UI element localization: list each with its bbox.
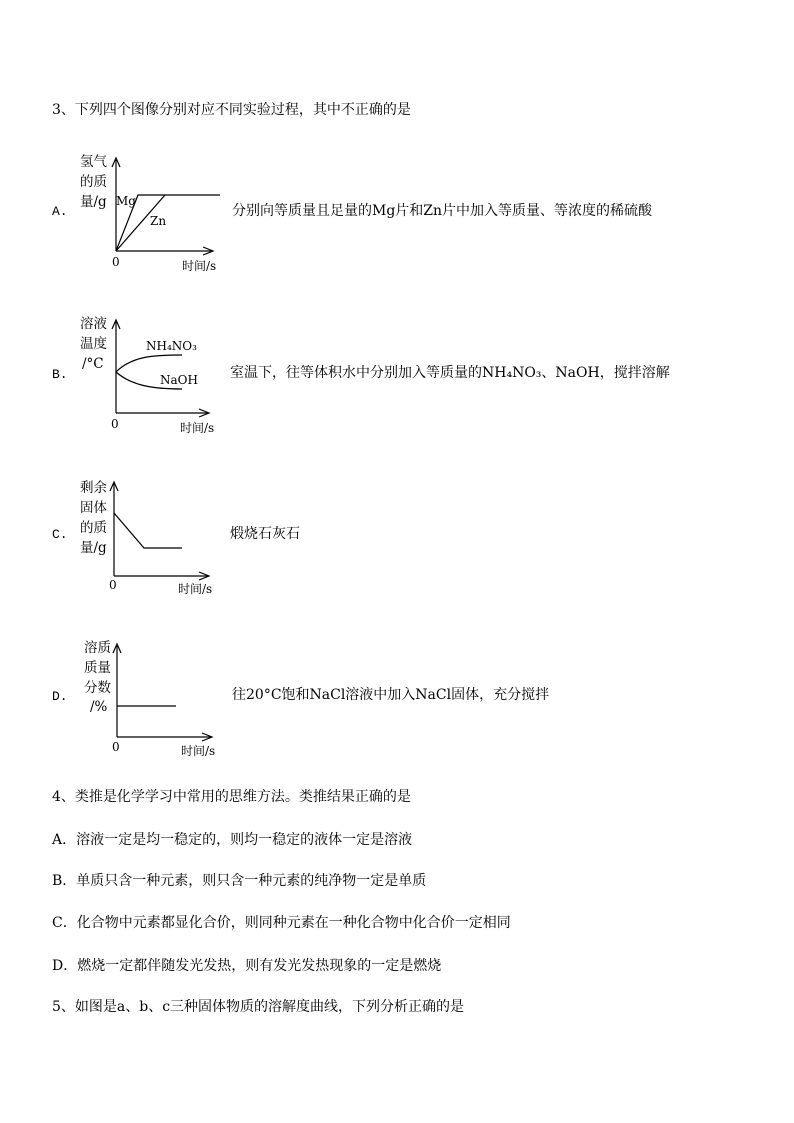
q3-graph-c <box>70 476 230 601</box>
graph-b-ylabel-1: 溶液 <box>80 316 107 332</box>
graph-d-ylabel-4: /% <box>90 699 108 715</box>
q3-graph-d <box>70 636 230 761</box>
graph-b-label-nh4no3: NH₄NO₃ <box>146 339 197 353</box>
graph-d-origin: 0 <box>112 740 120 754</box>
graph-b-origin: 0 <box>111 417 119 431</box>
graph-a-ylabel-2: 的质 <box>80 174 107 190</box>
q3-option-c-letter: C. <box>52 527 68 542</box>
q3-option-a-desc: 分别向等质量且足量的Mg片和Zn片中加入等质量、等浓度的稀硫酸 <box>232 203 653 219</box>
graph-b-label-naoh: NaOH <box>160 373 198 387</box>
graph-c-origin: 0 <box>109 578 117 592</box>
graph-c-ylabel-3: 的质 <box>80 520 107 536</box>
graph-d-xlabel: 时间/s <box>181 744 216 758</box>
q3-option-c-desc: 煅烧石灰石 <box>230 526 300 542</box>
q4-option-c: C．化合物中元素都显化合价，则同种元素在一种化合物中化合价一定相同 <box>52 915 511 931</box>
graph-a-xlabel: 时间/s <box>182 259 217 273</box>
graph-a-ylabel-1: 氢气 <box>80 154 107 170</box>
graph-d-ylabel-1: 溶质 <box>84 640 111 656</box>
graph-c-curve <box>114 513 182 548</box>
graph-c-xlabel: 时间/s <box>178 582 213 596</box>
graph-c-ylabel-1: 剩余 <box>80 480 107 496</box>
q3-option-d-letter: D. <box>52 689 68 704</box>
graph-a-origin: 0 <box>112 255 120 269</box>
graph-d-ylabel-2: 质量 <box>84 660 111 676</box>
q4-option-d: D．燃烧一定都伴随发光发热，则有发光发热现象的一定是燃烧 <box>52 958 442 974</box>
q5-stem: 5、如图是a、b、c三种固体物质的溶解度曲线，下列分析正确的是 <box>52 999 465 1015</box>
q3-option-b-letter: B. <box>52 367 68 382</box>
q4-option-b: B．单质只含一种元素，则只含一种元素的纯净物一定是单质 <box>52 873 427 889</box>
q3-stem: 3、下列四个图像分别对应不同实验过程，其中不正确的是 <box>52 102 411 118</box>
q3-graph-b <box>70 312 230 437</box>
graph-d-ylabel-3: 分数 <box>84 680 111 696</box>
graph-a-label-mg: Mg <box>116 194 136 208</box>
q4-stem: 4、类推是化学学习中常用的思维方法。类推结果正确的是 <box>52 789 411 805</box>
q3-option-a-letter: A. <box>52 204 68 219</box>
graph-c-ylabel-2: 固体 <box>80 500 107 516</box>
graph-b-curve-naoh-heat <box>116 355 182 372</box>
graph-b-xlabel: 时间/s <box>180 421 215 435</box>
graph-b-ylabel-2: 温度 <box>80 336 107 352</box>
graph-c-ylabel-4: 量/g <box>80 540 107 556</box>
graph-a-label-zn: Zn <box>150 214 167 228</box>
graph-b-ylabel-3: /°C <box>82 356 104 372</box>
q3-option-b-desc: 室温下，往等体积水中分别加入等质量的NH₄NO₃、NaOH，搅拌溶解 <box>230 365 670 381</box>
q3-option-d-desc: 往20°C饱和NaCl溶液中加入NaCl固体，充分搅拌 <box>232 687 550 703</box>
q3-graph-a <box>70 150 230 275</box>
graph-a-ylabel-3: 量/g <box>80 194 107 210</box>
q4-option-a: A．溶液一定是均一稳定的，则均一稳定的液体一定是溶液 <box>52 832 413 848</box>
